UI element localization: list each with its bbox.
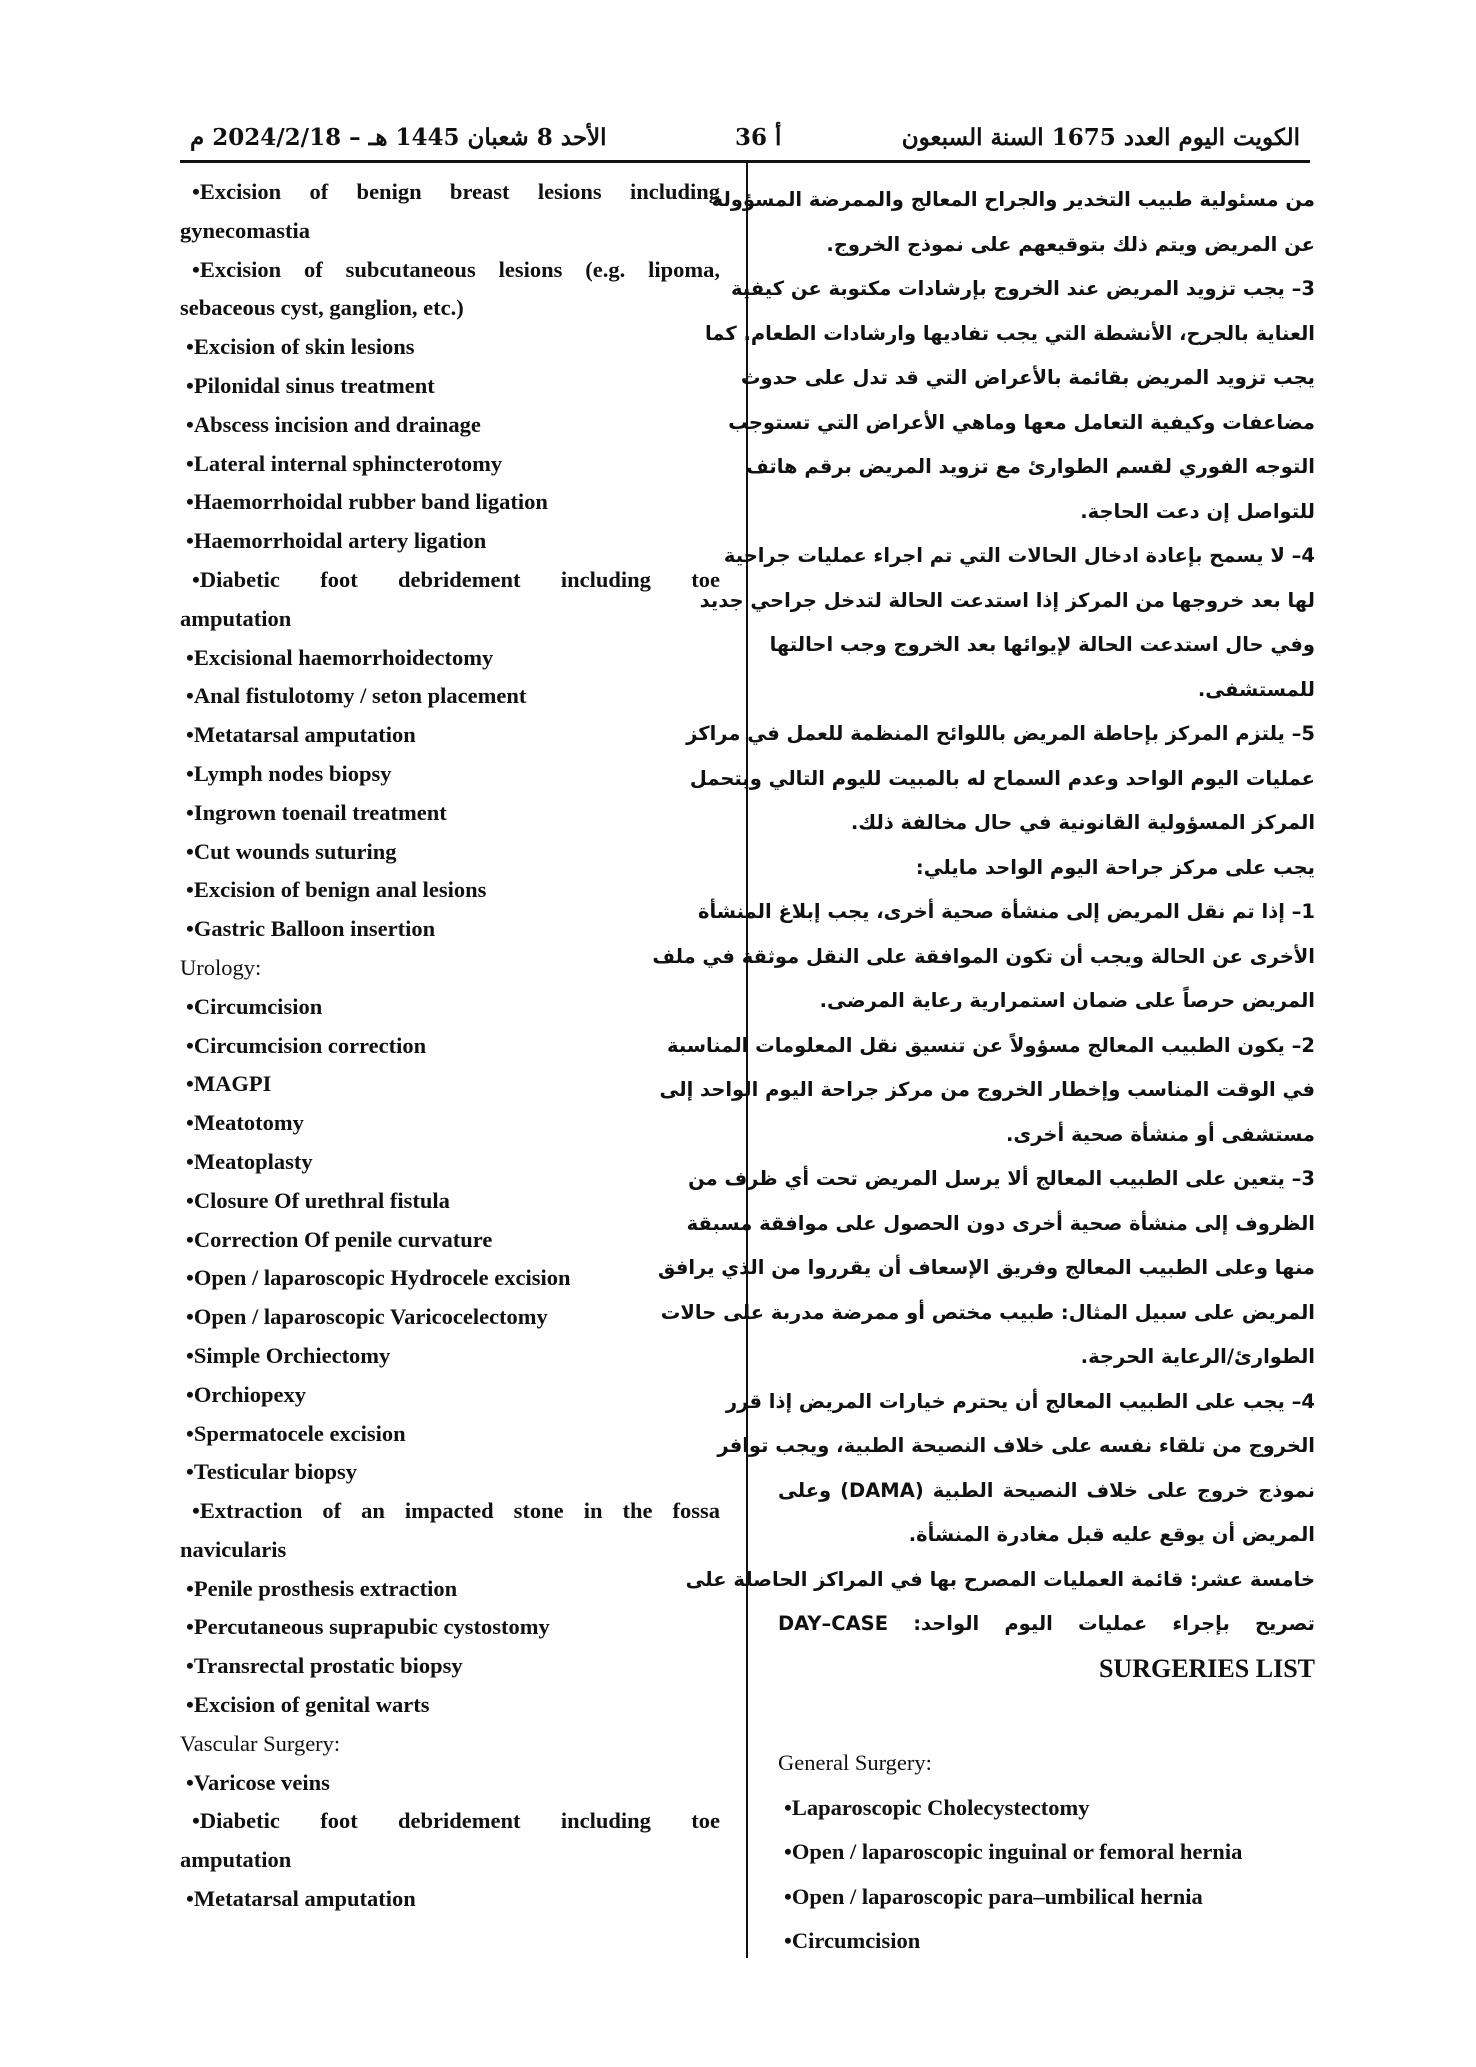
left-column-line: •Transrectal prostatic biopsy [186,1653,463,1679]
left-column-line: amputation [180,1847,292,1873]
right-column-line: المركز المسؤولية القانونية في حال مخالفة ذلك. [850,811,1315,834]
right-column-line: الخروج من تلقاء نفسه على خلاف النصيحة الطبية، ويجب توافر [717,1434,1315,1457]
left-column-line: •Circumcision [186,993,323,1019]
right-column-line: المريض على سبيل المثال: طبيب مختص أو ممرضة مدربة على حالات [660,1300,1315,1324]
left-column-line: •Diabetic foot debridement including toe [192,566,720,592]
left-column-line: •Circumcision correction [186,1032,427,1058]
left-column-line: •Varicose veins [186,1769,330,1795]
header-issue: الكويت اليوم العدد 1675 السنة السبعون [901,124,1300,151]
right-column-line: SURGERIES LIST [1098,1653,1315,1683]
left-column-line: •Ingrown toenail treatment [186,799,447,825]
left-column-line: •Excision of benign breast lesions including [192,179,720,204]
right-column-line: General Surgery: [778,1750,932,1775]
left-column-line: •Lateral internal sphincterotomy [186,450,503,476]
left-column-line: •Correction Of penile curvature [186,1226,493,1252]
left-column-line: navicularis [180,1536,287,1562]
left-column-line: •Extraction of an impacted stone in the fossa [192,1498,720,1524]
right-column-line: عن المريض ويتم ذلك بتوقيعهم على نموذج الخروج. [826,232,1315,256]
right-column-line: الظروف إلى منشأة صحية أخرى دون الحصول على موافقة مسبقة [686,1211,1315,1235]
right-column-line: خامسة عشر: قائمة العمليات المصرح بها في المراكز الحاصلة على [685,1567,1315,1591]
right-column-line: المريض حرصاً على ضمان استمرارية رعاية المرضى. [819,989,1315,1012]
left-column-line: •MAGPI [186,1071,272,1097]
right-column-line: 4– يجب على الطبيب المعالج أن يحترم خيارات المريض إذا قرر [725,1389,1315,1413]
left-column-line: •Excision of genital warts [186,1692,430,1718]
left-column-line: •Gastric Balloon insertion [186,916,436,942]
left-column-line: •Percutaneous suprapubic cystostomy [186,1614,550,1640]
left-column-line: •Excision of subcutaneous lesions (e.g. lipoma, [192,256,720,282]
right-column-arabic-text [652,178,1315,1964]
right-column-line: تصريح بإجراء عمليات اليوم الواحد: DAY–CASE [778,1612,1315,1635]
left-column-line: •Anal fistulotomy / seton placement [186,683,527,709]
right-column-line: •Open / laparoscopic para–umbilical hernia [784,1883,1203,1909]
page-header [180,120,1310,163]
left-column-line: Urology: [180,954,262,980]
right-column-line: 2– يكون الطبيب المعالج مسؤولاً عن تنسيق نقل المعلومات المناسبة [667,1033,1315,1057]
right-column-line: الأخرى عن الحالة ويجب أن تكون الموافقة على النقل موثقة في ملف [652,944,1315,968]
left-column-line: •Simple Orchiectomy [186,1342,391,1368]
left-column-line: •Cut wounds suturing [186,838,397,864]
left-column-line: •Pilonidal sinus treatment [186,372,435,398]
right-column-line: العناية بالجرح، الأنشطة التي يجب تفاديها وارشادات الطعام. كما [704,321,1315,345]
right-column-line: في الوقت المناسب وإخطار الخروج من مركز جراحة اليوم الواحد إلى [659,1078,1315,1101]
left-column-line: sebaceous cyst, ganglion, etc.) [180,295,464,321]
left-column-line: •Open / laparoscopic Hydrocele excision [186,1265,571,1291]
left-column-line: •Excision of skin lesions [186,334,415,360]
right-column-line: مضاعفات وكيفية التعامل معها وماهي الأعراض التي تستوجب [728,410,1315,434]
right-column-line: 3– يجب تزويد المريض عند الخروج بإرشادات مكتوبة عن كيفية [730,277,1315,300]
right-column-line: 4– لا يسمح بإعادة ادخال الحالات التي تم اجراء عمليات جراحية [723,544,1315,567]
right-column-line: منها وعلى الطبيب المعالج وفريق الإسعاف أن يقرروا من الذي يرافق [658,1256,1315,1279]
left-column-line: •Haemorrhoidal artery ligation [186,528,487,554]
right-column-line: المريض أن يوقع عليه قبل مغادرة المنشأة. [908,1523,1315,1546]
right-column-line: لها بعد خروجها من المركز إذا استدعت الحالة لتدخل جراحي جديد [699,588,1315,612]
right-column-line: التوجه الفوري لقسم الطوارئ مع تزويد المريض برقم هاتف [746,455,1315,478]
left-column-line: •Haemorrhoidal rubber band ligation [186,489,548,515]
right-column-line: عمليات اليوم الواحد وعدم السماح له بالمبيت لليوم التالي ويتحمل [689,766,1315,790]
right-column-line: للتواصل إن دعت الحاجة. [1080,499,1315,523]
left-column-line: •Open / laparoscopic Varicocelectomy [186,1304,548,1330]
left-column-line: gynecomastia [180,217,310,243]
left-column-line: •Metatarsal amputation [186,722,416,748]
left-column-line: •Testicular biopsy [186,1459,358,1485]
right-column-line: للمستشفى. [1197,677,1315,701]
right-column-line [778,1691,1315,1741]
right-column-line: نموذج خروج على خلاف النصيحة الطبية (DAMA) وعلى [778,1478,1315,1502]
header-page-number: أ 36 [735,124,782,151]
right-column-line: مستشفى أو منشأة صحية أخرى. [1006,1122,1315,1146]
left-column-line: •Meatotomy [186,1110,304,1136]
left-column-line: •Spermatocele excision [186,1420,406,1446]
right-column-line: 1– إذا تم نقل المريض إلى منشأة صحية أخرى، يجب إبلاغ المنشأة [697,900,1315,923]
left-column-line: •Lymph nodes biopsy [186,760,392,786]
right-column-line: 5– يلتزم المركز بإحاطة المريض باللوائح المنظمة للعمل في مراكز [686,722,1315,745]
left-column-line: •Penile prosthesis extraction [186,1575,458,1601]
left-column-line: Vascular Surgery: [180,1730,341,1756]
left-column-line: •Meatoplasty [186,1148,313,1174]
left-column-line: •Metatarsal amputation [186,1886,416,1912]
right-column-line: من مسئولية طبيب التخدير والجراح المعالج والممرضة المسؤولة [711,188,1315,211]
left-column-line: •Excisional haemorrhoidectomy [186,644,494,670]
left-column-line: •Excision of benign anal lesions [186,877,487,903]
right-column-line: الطوارئ/الرعاية الحرجة. [1080,1345,1315,1368]
left-column-surgeries-list [180,173,720,1919]
right-column-line: 3– يتعين على الطبيب المعالج ألا يرسل المريض تحت أي ظرف من [688,1167,1315,1190]
header-date: الأحد 8 شعبان 1445 هـ – 2024/2/18 م [190,124,607,151]
right-column-line: يجب تزويد المريض بقائمة بالأعراض التي قد تدل على حدوث [740,366,1315,389]
right-column-line: •Circumcision [784,1928,921,1953]
left-column-line: •Orchiopexy [186,1381,306,1407]
left-column-line: •Abscess incision and drainage [186,411,481,437]
right-column-line: •Open / laparoscopic inguinal or femoral hernia [784,1839,1243,1864]
left-column-line: •Diabetic foot debridement including toe [192,1808,720,1834]
left-column-line: amputation [180,605,292,631]
right-column-line: وفي حال استدعت الحالة لإيوائها بعد الخروج وجب احالتها [769,633,1315,656]
right-column-line: يجب على مركز جراحة اليوم الواحد مايلي: [915,855,1315,879]
right-column-line: •Laparoscopic Cholecystectomy [784,1794,1090,1820]
left-column-line: •Closure Of urethral fistula [186,1187,450,1213]
